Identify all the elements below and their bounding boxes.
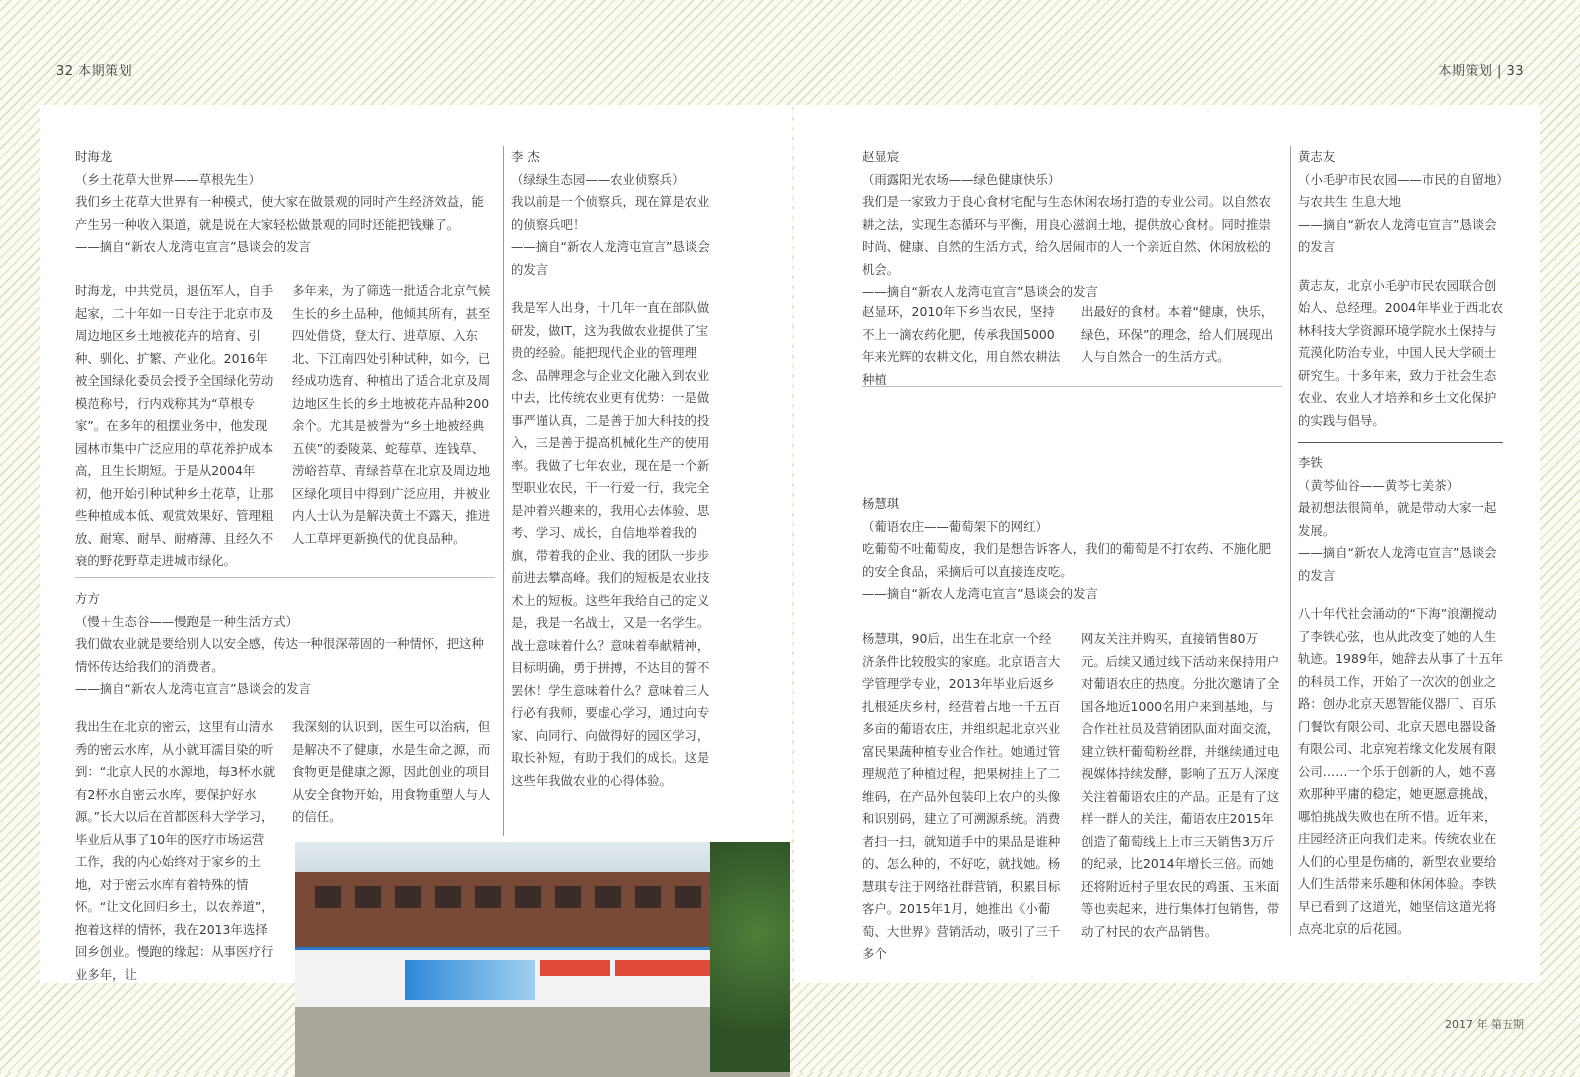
- person-subtitle: （黄芩仙谷——黄芩七美茶）: [1298, 477, 1460, 493]
- column-divider: [1290, 146, 1291, 936]
- bio-text-b: 我深刻的认识到，医生可以治病，但是解决不了健康，水是生命之源，而食物更是健康之源，因此创业的项目从安全食物开始，用食物重塑人与人的信任。: [292, 719, 491, 824]
- person-name: 方方: [75, 591, 100, 606]
- person-name: 杨慧琪: [862, 496, 900, 511]
- bio-text-a: 时海龙，中共党员，退伍军人，自手起家，二十年如一日专注于北京市及周边地区乡土地被花卉的培育、引种、驯化、扩繁、产业化。2016年被全国绿化委员会授予全国绿化劳动模范称号，行内戏称其为“草根专家”。在多年的租摆业务中，他发现园林市集中广泛应用的草花养护成本高，且生长期短。于是从2004年初，他开始引种试种乡土花草，让那些种植成本低、观赏效果好、管理粗放、耐寒、耐旱、耐瘠薄、且经久不衰的野花野草走进城市绿化。: [75, 283, 274, 568]
- issue-label: 2017 年 第五期: [1445, 1018, 1524, 1031]
- quote-source: ——摘自“新农人龙湾屯宣言”恳谈会的发言: [1298, 545, 1497, 583]
- person-quote: 我们做农业就是要给别人以安全感，传达一种很深蒂固的一种情怀，把这种情怀传达给我们的消费者。: [75, 636, 484, 674]
- quote-source: ——摘自“新农人龙湾屯宣言”恳谈会的发言: [862, 586, 1098, 601]
- quote-source: ——摘自“新农人龙湾屯宣言”恳谈会的发言: [862, 284, 1098, 299]
- person-subtitle: （慢＋生态谷——慢跑是一种生活方式）: [75, 613, 299, 629]
- quote-source: ——摘自“新农人龙湾屯宣言”恳谈会的发言: [1298, 216, 1497, 254]
- bio-text-b: 出最好的食材。本着“健康，快乐，绿色，环保”的理念，给人们展现出人与自然合一的生活方式。: [1081, 304, 1274, 364]
- person-name: 李 杰: [511, 149, 540, 164]
- article-zhao-xianchen: [862, 146, 1282, 304]
- quote-source: ——摘自“新农人龙湾屯宣言”恳谈会的发言: [75, 239, 311, 254]
- person-quote: 与农共生 生息大地: [1298, 194, 1402, 209]
- person-subtitle: （绿绿生态园——农业侦察兵）: [511, 171, 685, 187]
- person-quote: 我们是一家致力于良心食材宅配与生态休闲农场打造的专业公司。以自然农耕之法，实现生态循环与平衡，用良心滋润土地，提供放心食材。同时推崇时尚、健康、自然的生活方式，给久居闹市的人一个亲近自然、休闲放松的机会。: [862, 194, 1271, 277]
- person-quote: 我们乡土花草大世界有一种模式，使大家在做景观的同时产生经济效益，能产生另一种收入渠道，就是说在大家轻松做景观的同时还能把钱赚了。: [75, 194, 484, 232]
- person-quote: 我以前是一个侦察兵，现在算是农业的侦察兵吧！: [511, 194, 710, 232]
- person-name: 黄志友: [1298, 149, 1336, 164]
- person-subtitle: （小毛驴市民农园——市民的自留地）: [1298, 171, 1509, 187]
- quote-source: ——摘自“新农人龙湾屯宣言”恳谈会的发言: [75, 681, 311, 696]
- bio-text-a: 赵显环，2010年下乡当农民，坚持不上一滴农药化肥，传承我国5000年来光辉的农耕文化，用自然农耕法种植: [862, 304, 1061, 387]
- person-subtitle: （乡土花草大世界——草根先生）: [75, 171, 261, 187]
- article-huang-zhiyou: [1298, 146, 1509, 432]
- farm-photo: [295, 842, 790, 1072]
- quote-source: ——摘自“新农人龙湾屯宣言”恳谈会的发言: [511, 239, 710, 277]
- section-divider: [862, 386, 1282, 387]
- person-quote: 最初想法很简单，就是带动大家一起发展。: [1298, 500, 1497, 538]
- bio-text-a: 我出生在北京的密云，这里有山清水秀的密云水库，从小就耳濡目染的听到：“北京人民的水源地，每3杯水就有2杯水自密云水库，要保护好水源。”长大以后在首都医科大学学习，毕业后从事了10年的医疗市场运营工作，我的内心始终对于家乡的土地，对于密云水库有着特殊的情怀。“让文化回归乡土，以农养道”，抱着这样的情怀，我在2013年选择回乡创业。慢跑的缘起：从事医疗行业多年，让: [75, 719, 276, 982]
- bio-text: 黄志友，北京小毛驴市民农园联合创始人、总经理。2004年毕业于西北农林科技大学资源环境学院水土保持与荒漠化防治专业，中国人民大学硕士研究生。十多年来，致力于社会生态农业、农业人才培养和乡土文化保护的实践与倡导。: [1298, 277, 1504, 428]
- page-number-right: 本期策划 | 33: [1438, 64, 1524, 79]
- person-subtitle: （雨露阳光农场——绿色健康快乐）: [862, 171, 1061, 187]
- bio-text: 八十年代社会涌动的“下海”浪潮搅动了李铁心弦，也从此改变了她的人生轨迹。1989年，她辞去从事了十五年的科员工作，开始了一次次的创业之路：创办北京天恩智能仪器厂、百乐门餐饮有限公司、北京天恩电器设备有限公司、北京宛若缘文化发展有限公司……一个乐于创新的人，她不喜欢那种平庸的稳定，她更愿意挑战，哪怕挑战失败也在所不惜。近年来，庄园经济正向我们走来。传统农业在人们的心里是伤痛的，新型农业要给人们生活带来乐趣和休闲体验。李铁早已看到了这道光，她坚信这道光将点亮北京的后花园。: [1298, 606, 1504, 936]
- article-li-jie: [511, 146, 716, 826]
- section-divider: [1298, 442, 1503, 443]
- article-fang-fang: [75, 588, 495, 701]
- person-name: 赵显宸: [862, 149, 900, 164]
- column-divider: [503, 146, 504, 836]
- article-yang-huiqi: [862, 493, 1282, 606]
- page-number-left: 32 本期策划: [56, 64, 133, 79]
- article-li-tie: [1298, 452, 1503, 962]
- person-subtitle: （葡语农庄——葡萄架下的网红）: [862, 518, 1048, 534]
- section-divider: [75, 577, 495, 578]
- person-name: 时海龙: [75, 149, 113, 164]
- article-shi-hailong: [75, 146, 495, 259]
- bio-text-a: 杨慧琪，90后，出生在北京一个经济条件比较殷实的家庭。北京语言大学管理学专业，2013年毕业后返乡扎根延庆乡村，经营着占地一千五百多亩的葡语农庄，并组织起北京兴业富民果蔬种植专业合作社。她通过管理规范了种植过程，把果树挂上了二维码，在产品外包装印上农户的头像和识别码，建立了可溯源系统。消费者扫一扫，就知道手中的果品是谁种的、怎么种的，不好吃，就找她。杨慧琪专注于网络社群营销，积累目标客户。2015年1月，她推出《小葡萄、大世界》营销活动，吸引了三千多个: [862, 631, 1061, 961]
- bio-text-b: 网友关注并购买，直接销售80万元。后续又通过线下活动来保持用户对葡语农庄的热度。分批次邀请了全国各地近1000名用户来到基地，与合作社社员及营销团队面对面交流，建立铁杆葡萄粉丝群，并继续通过电视媒体持续发酵，影响了五万人深度关注着葡语农庄的产品。正是有了这样一群人的关注，葡语农庄2015年创造了葡萄线上上市三天销售3万斤的纪录，比2014年增长三倍。而她还将附近村子里农民的鸡蛋、玉米面等也卖起来，进行集体打包销售，带动了村民的农产品销售。: [1081, 631, 1280, 939]
- person-quote: 吃葡萄不吐葡萄皮，我们是想告诉客人，我们的葡萄是不打农药、不施化肥的安全食品，采摘后可以直接连皮吃。: [862, 541, 1271, 579]
- bio-text: 我是军人出身，十几年一直在部队做研发，做IT，这为我做农业提供了宝贵的经验。能把现代企业的管理理念、品牌理念与企业文化融入到农业中去，比传统农业更有优势：一是做事严谨认真，二是善于加大科技的投入，三是善于提高机械化生产的使用率。我做了七年农业，现在是一个新型职业农民，干一行爱一行，我完全是冲着兴趣来的，我用心去体验、思考、学习、成长，自信地举着我的旗，带着我的企业、我的团队一步步前进去攀高峰。我们的短板是农业技术上的短板。这些年我给自己的定义是，我是一名战士，又是一名学生。战士意味着什么？意味着奉献精神，目标明确，勇于拼搏，不达目的誓不罢休！学生意味着什么？意味着三人行必有我师，要虚心学习，通过向专家、向同行、向做得好的园区学习，取长补短，有助于我们的成长。这是这些年我做农业的心得体验。: [511, 300, 710, 788]
- person-name: 李铁: [1298, 455, 1323, 470]
- bio-text-b: 多年来，为了筛选一批适合北京气候生长的乡土品种，他倾其所有，甚至四处借贷，登太行、进草原、入东北、下江南四处引种试种，如今，已经成功选育、种植出了适合北京及周边地区生长的乡土地被花卉品种200余个。尤其是被誉为“乡土地被经典五侠”的委陵菜、蛇莓草、连钱草、涝峪苔草、青绿苔草在北京及周边地区绿化项目中得到广泛应用，并被业内人士认为是解决黄土不露天，推进人工草坪更新换代的优良品种。: [292, 283, 491, 546]
